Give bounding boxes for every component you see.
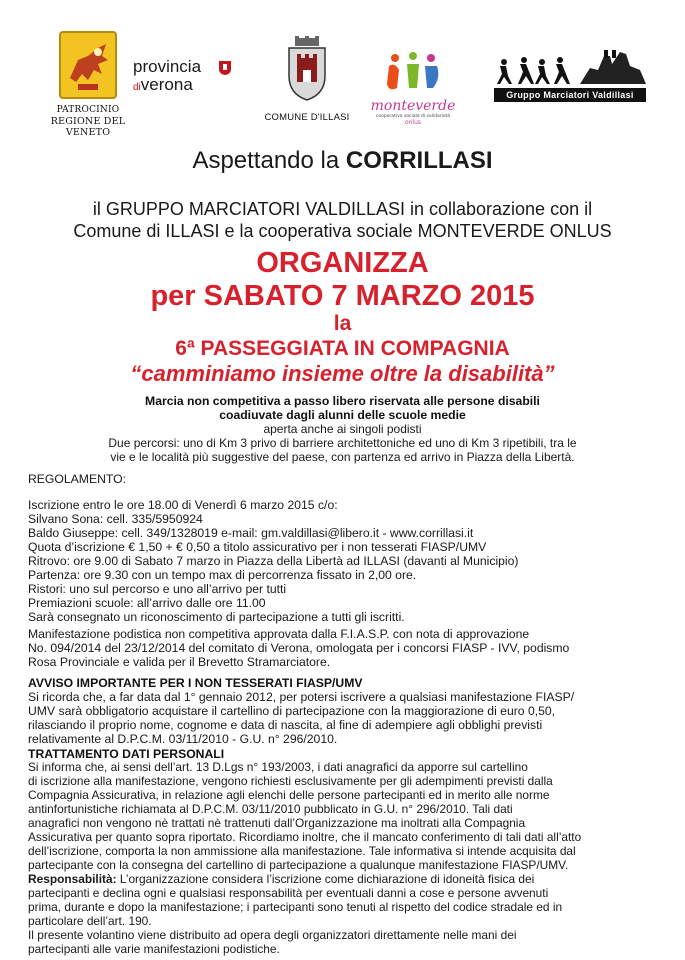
avviso-line: Si ricorda che, a far data dal 1° gennaio 2012, per potersi iscrivere a qualsiasi manifestazione FIASP/ xyxy=(28,690,575,704)
provincia-label: provincia xyxy=(133,57,202,76)
verona-label: verona xyxy=(140,75,193,94)
monteverde-name: monteverde xyxy=(370,98,456,114)
responsabilita-label: Responsabilità: xyxy=(28,872,117,886)
regolamento-heading: REGOLAMENTO: xyxy=(28,472,126,486)
regolamento-line: Silvano Sona: cell. 335/5950924 xyxy=(28,512,203,526)
provincia-shield-icon xyxy=(218,60,232,76)
manifestazione-paragraph xyxy=(28,627,668,669)
regolamento-line: Sarà consegnato un riconoscimento di partecipazione a tutti gli iscritti. xyxy=(28,610,405,624)
comune-caption: COMUNE D'ILLASI xyxy=(264,112,350,123)
winged-lion-icon xyxy=(58,30,118,100)
trattamento-line: Si informa che, ai sensi dell’art. 13 D.Lgs n° 193/2003, i dati anagrafici da apporre sul cartellino xyxy=(28,760,528,774)
trattamento-line: Compagnia Assicurativa, in relazione agli elenchi delle persone partecipanti ed in merito alle norme xyxy=(28,788,550,802)
organizza-heading: ORGANIZZA xyxy=(256,247,429,279)
trattamento-line: di iscrizione alla manifestazione, vengono richiesti esclusivamente per gli adempimenti previsti dalla xyxy=(28,774,553,788)
comune-crest-icon xyxy=(285,36,329,102)
aspettando-text: Aspettando la xyxy=(192,147,346,174)
regolamento-line: Iscrizione entro le ore 18.00 di Venerdì 6 marzo 2015 c/o: xyxy=(28,498,338,512)
description-bold-2: coadiuvate dagli alunni delle scuole medie xyxy=(219,408,466,422)
avviso-line: rilasciando il proprio nome, cognome e data di nascita, al fine di adempiere agli obblighi previsti xyxy=(28,718,543,732)
volantino-line: Il presente volantino viene distribuito ad opera degli organizzatori direttamente nelle mani dei xyxy=(28,928,517,942)
regolamento-line: Premiazioni scuole: all’arrivo dalle ore 11.00 xyxy=(28,596,266,610)
provincia-di-mark: di xyxy=(133,82,141,93)
trattamento-line: anagrafici non vengono nè trattati nè trattenuti dall’Organizzazione ma inoltrati alla Compagnia xyxy=(28,816,526,830)
regolamento-line: Partenza: ore 9.30 con un tempo max di percorrenza fissato in 2,00 ore. xyxy=(28,568,417,582)
responsabilita-line: prima, durante e dopo la manifestazione; i partecipanti sono tenuti al rispetto del codice stradale ed in xyxy=(28,900,563,914)
monteverde-sub: cooperativa sociale di solidarietà xyxy=(375,114,451,119)
avviso-heading: AVVISO IMPORTANTE PER I NON TESSERATI FIASP/UMV xyxy=(28,676,363,690)
regolamento-line: Baldo Giuseppe: cell. 349/1328019 e-mail: gm.valdillasi@libero.it - www.corrillasi.it xyxy=(28,526,474,540)
intro-line-2: Comune di ILLASI e la cooperativa sociale MONTEVERDE ONLUS xyxy=(73,221,612,241)
trattamento-line: partecipante con la consegna del cartellino di partecipazione a qualunque manifestazione FIASP/UMV. xyxy=(28,858,569,872)
corrillasi-text: CORRILLASI xyxy=(345,147,493,174)
trattamento-line: Assicurativa per quanto sopra riportato. Ricordiamo inoltre, che il mancato conferimento di tali dati all’atto xyxy=(28,830,582,844)
regolamento-line: Quota d’iscrizione € 1,50 + € 0,50 a titolo assicurativo per i non tesserati FIASP/UMV xyxy=(28,540,487,554)
gruppo-caption: Gruppo Marciatori Valdillasi xyxy=(494,88,646,102)
intro-line-1: il GRUPPO MARCIATORI VALDILLASI in collaborazione con il xyxy=(92,199,593,219)
la-heading: la xyxy=(333,312,352,335)
manifestazione-line: Rosa Provinciale e valida per il Brevetto Stramarciatore. xyxy=(28,655,331,669)
regolamento-line: Ristori: uno sul percorso e uno all’arrivo per tutti xyxy=(28,582,287,596)
regione-caption: REGIONE DEL VENETO xyxy=(50,116,126,138)
description-bold-1: Marcia non competitiva a passo libero riservata alle persone disabili xyxy=(145,394,540,408)
responsabilita-line: partecipanti e declina ogni e qualsiasi responsabilità per eventuali danni a cose e persone avvenuti xyxy=(28,886,549,900)
volantino-line: partecipanti alle varie manifestazioni podistiche. xyxy=(28,942,280,956)
manifestazione-line: No. 094/2014 del 23/12/2014 del comitato di Verona, omologata per i concorsi FIASP - IVV, podismo xyxy=(28,641,570,655)
avviso-line: relativamente al D.P.C.M. 03/11/2010 - G.U. n° 296/2010. xyxy=(28,732,338,746)
provincia-verona-logo xyxy=(133,58,243,97)
motto-heading: “camminiamo insieme oltre la disabilità” xyxy=(130,361,555,386)
monteverde-logo xyxy=(368,48,458,126)
monteverde-onlus: onlus xyxy=(404,119,422,126)
regolamento-line: Ritrovo: ore 9.00 di Sabato 7 marzo in Piazza della Libertà ad ILLASI (davanti al Municipio) xyxy=(28,554,519,568)
trattamento-paragraph xyxy=(28,760,668,956)
trattamento-line: antinfortunistiche richiamata al D.P.C.M. 03/11/2010 pubblicato in G.U. n° 296/2010. Tali dati xyxy=(28,802,513,816)
responsabilita-text: L’organizzazione considera l’iscrizione come dichiarazione di idoneità fisica dei xyxy=(116,872,535,886)
description-line-4: Due percorsi: uno di Km 3 privo di barriere architettoniche ed uno di Km 3 ripetibili, tra le xyxy=(108,436,577,450)
responsabilita-line xyxy=(28,872,668,886)
responsabilita-line: particolare dell’art. 190. xyxy=(28,914,152,928)
trattamento-line: dell’iscrizione, comporta la non ammissione alla manifestazione. Tale informativa si intende acquisita dal xyxy=(28,844,576,858)
regione-veneto-logo xyxy=(28,30,148,138)
trattamento-heading: TRATTAMENTO DATI PERSONALI xyxy=(28,747,225,761)
passeggiata-heading: 6ª PASSEGGIATA IN COMPAGNIA xyxy=(175,337,510,360)
description-line-5: vie e le località più suggestive del paese, con partenza ed arrivo in Piazza della Libertà. xyxy=(110,450,575,464)
aspettando-heading xyxy=(0,146,685,176)
comune-illasi-logo xyxy=(262,36,352,123)
avviso-line: UMV sarà obbligatorio acquistare il cartellino di partecipazione con la maggiorazione di euro 0,50, xyxy=(28,704,556,718)
manifestazione-line: Manifestazione podistica non competitiva approvata dalla F.I.A.S.P. con nota di approvazione xyxy=(28,627,530,641)
description-line-3: aperta anche ai singoli podisti xyxy=(263,422,422,436)
runners-icon xyxy=(490,48,650,88)
monteverde-figures-icon xyxy=(383,48,443,98)
avviso-paragraph xyxy=(28,690,668,746)
date-heading: per SABATO 7 MARZO 2015 xyxy=(150,280,535,312)
regolamento-list xyxy=(28,498,668,624)
patrocinio-caption: PATROCINIO xyxy=(56,105,120,115)
